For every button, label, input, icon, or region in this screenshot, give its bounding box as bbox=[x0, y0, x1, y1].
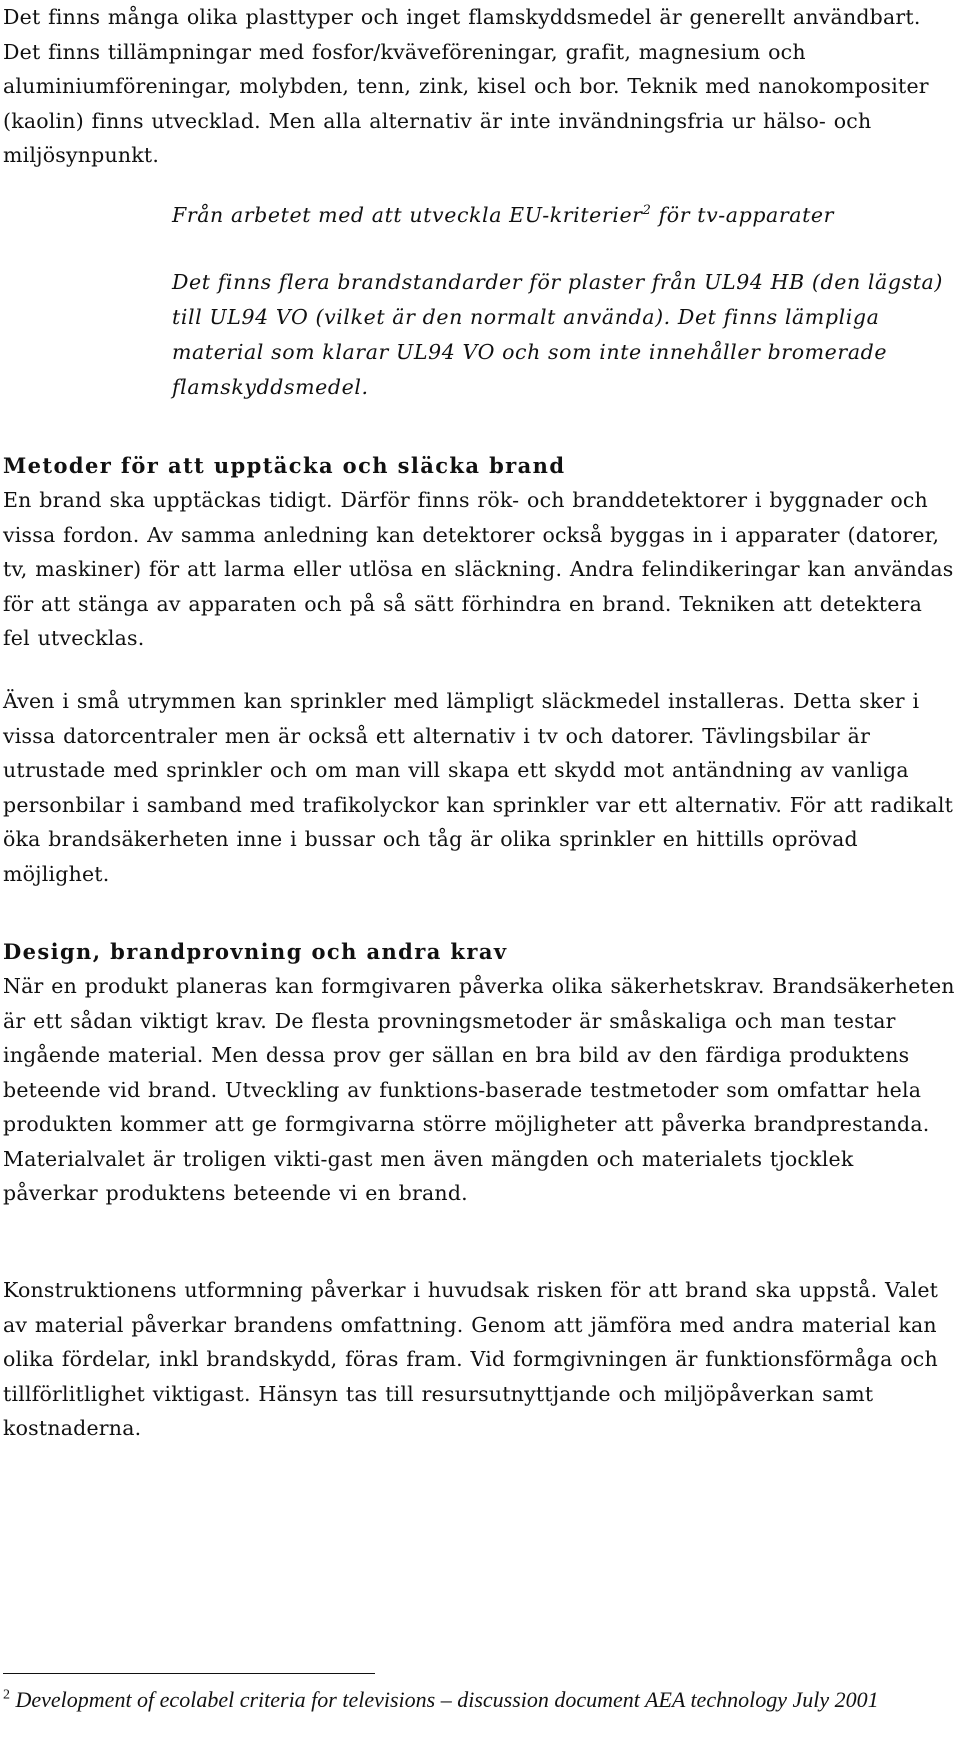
intro-paragraph: Det finns många olika plasttyper och inget flamskyddsmedel är generellt användbart. Det finns tillämpningar med fosfor/kväveföreningar, grafit, magnesium och aluminiumföreningar, molybden, tenn, zink, kisel och bor. Teknik med nanokompositer (kaolin) finns utvecklad. Men alla alternativ är inte invändningsfria ur hälso- och miljösynpunkt. bbox=[3, 5, 929, 167]
footnote-reference[interactable]: 2 bbox=[642, 203, 652, 219]
footnote-number: 2 bbox=[3, 1687, 10, 1703]
quote-body: Det finns flera brandstandarder för plaster från UL94 HB (den lägsta) till UL94 VO (vilket är den normalt använda). Det finns lämpliga material som klarar UL94 VO och som inte innehåller bromerade flamskyddsmedel. bbox=[172, 270, 943, 399]
footnote-separator bbox=[3, 1673, 375, 1674]
detection-paragraph-1: En brand ska upptäckas tidigt. Därför finns rök- och branddetektorer i byggnader och vissa fordon. Av samma anledning kan detektorer också byggas in i apparater (datorer, tv, maskiner) för att larma eller utlösa en släckning. Andra felindikeringar kan användas för att stänga av apparaten och på så sätt förhindra en brand. Tekniken att detektera fel utvecklas. bbox=[3, 488, 954, 650]
section-heading-detection: Metoder för att upptäcka och släcka brand bbox=[3, 453, 566, 478]
quote-title-text: Från arbetet med att utveckla EU-kriterier bbox=[172, 203, 643, 227]
design-paragraph-1: När en produkt planeras kan formgivaren påverka olika säkerhetskrav. Brandsäkerheten är ett sådan viktigt krav. De flesta provningsmetoder är småskaliga och man testar ingående material. Men dessa prov ger sällan en bra bild av den färdiga produktens beteende vid brand. Utveckling av funktions-baserade testmetoder som omfattar hela produkten kommer att ge formgivarna större möjligheter att påverka brandprestanda. Materialvalet är troligen vikti-gast men även mängden och materialets tjocklek påverkar produktens beteende vi en brand. bbox=[3, 974, 955, 1205]
detection-paragraph-2: Även i små utrymmen kan sprinkler med lämpligt släckmedel installeras. Detta sker i vissa datorcentraler men är också ett alternativ i tv och datorer. Tävlingsbilar är utrustade med sprinkler och om man vill skapa ett skydd mot antändning av vanliga personbilar i samband med trafikolyckor kan sprinkler var ett alternativ. För att radikalt öka brandsäkerheten inne i bussar och tåg är olika sprinkler en hittills oprövad möjlighet. bbox=[3, 689, 954, 886]
footnote bbox=[3, 1685, 955, 1714]
quote-title bbox=[172, 198, 952, 233]
section-heading-design: Design, brandprovning och andra krav bbox=[3, 939, 508, 964]
design-paragraph-2: Konstruktionens utformning påverkar i huvudsak risken för att brand ska uppstå. Valet av material påverkar brandens omfattning. Genom att jämföra med andra material kan olika fördelar, inkl brandskydd, föras fram. Vid formgivningen är funktionsförmåga och tillförlitlighet viktigast. Hänsyn tas till resursutnyttjande och miljöpåverkan samt kostnaderna. bbox=[3, 1278, 939, 1440]
quote-title-suffix: för tv-apparater bbox=[651, 203, 835, 227]
footnote-text: Development of ecolabel criteria for televisions – discussion document AEA technology July 2001 bbox=[10, 1687, 879, 1712]
